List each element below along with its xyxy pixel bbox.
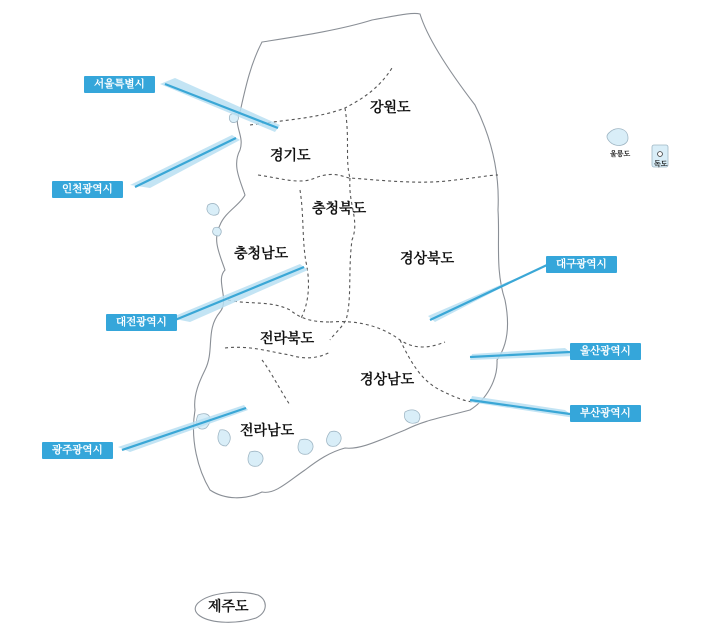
region-jeonnam: 전라남도 [240,423,295,439]
city-tag-ulsan[interactable]: 울산광역시 [570,343,641,360]
city-tag-seoul[interactable]: 서울특별시 [84,76,155,93]
region-chungnam: 충청남도 [234,246,289,262]
ulleungdo-label: 울릉도 [610,150,631,158]
dokdo-marker [658,152,663,157]
dokdo-label: 독도 [654,160,668,168]
city-tag-daejeon[interactable]: 대전광역시 [106,314,177,331]
region-jeju: 제주도 [208,599,249,615]
city-tag-daegu[interactable]: 대구광역시 [546,256,617,273]
ulleungdo-island [607,129,628,146]
region-gangwon: 강원도 [370,100,411,116]
region-jeonbuk: 전라북도 [260,331,315,347]
city-tag-gwangju[interactable]: 광주광역시 [42,442,113,459]
region-gyeongnam: 경상남도 [360,372,415,388]
city-tag-incheon[interactable]: 인천광역시 [52,181,123,198]
city-tag-busan[interactable]: 부산광역시 [570,405,641,422]
region-gyeongbuk: 경상북도 [400,251,455,267]
region-gyeonggi: 경기도 [270,148,311,164]
region-chungbuk: 충청북도 [312,201,367,217]
